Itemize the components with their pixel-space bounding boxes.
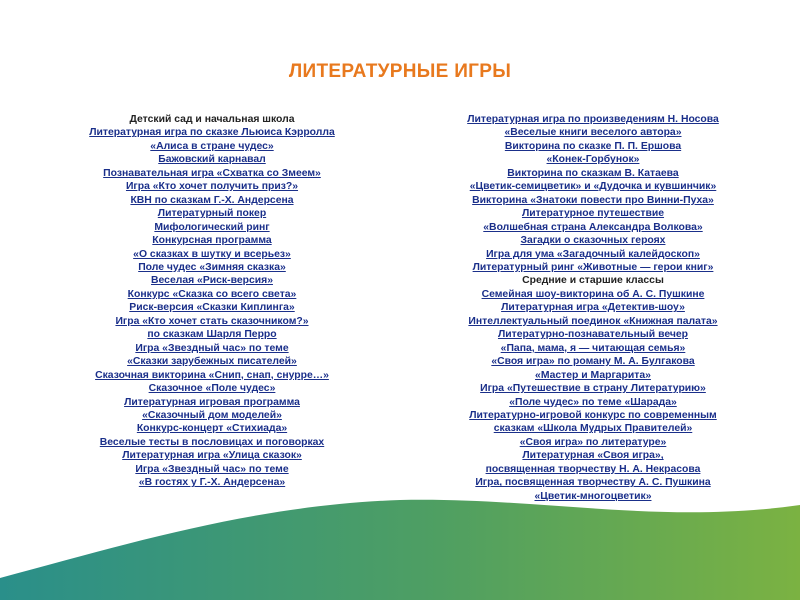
game-link[interactable]: Риск-версия «Сказки Киплинга» [129,302,295,314]
game-link[interactable]: Интеллектуальный поединок «Книжная палата» [468,315,718,327]
game-link[interactable]: Мифологический ринг [154,221,270,233]
game-link[interactable]: Веселая «Риск-версия» [151,275,273,287]
game-link[interactable]: Игра, посвященная творчеству А. С. Пушкина [475,477,711,489]
game-link[interactable]: Бажовский карнавал [158,154,266,166]
section-heading: Детский сад и начальная школа [129,114,295,125]
game-link[interactable]: «Цветик-семицветик» и «Дудочка и кувшинчик» [469,181,717,193]
game-link[interactable]: «Сказки зарубежных писателей» [127,356,297,368]
game-link[interactable]: «Своя игра» по литературе» [519,436,667,448]
game-link[interactable]: Литературная игра по произведениям Н. Носова [467,114,719,125]
game-link[interactable]: «Алиса в стране чудес» [150,140,274,152]
game-link[interactable]: Викторина «Знатоки повести про Винни-Пуха» [472,194,714,206]
game-link[interactable]: Викторина по сказкам В. Катаева [507,167,679,179]
game-link[interactable]: Литературная игровая программа [124,396,300,408]
game-link[interactable]: Литературно-познавательный вечер [497,329,689,341]
game-link[interactable]: «Цветик-многоцветик» [534,490,652,502]
game-link[interactable]: Сказочная викторина «Снип, снап, снурре…» [95,369,329,381]
game-link[interactable]: Конкурс-концерт «Стихиада» [136,423,288,435]
game-link[interactable]: Сказочное «Поле чудес» [148,383,276,395]
game-link[interactable]: «В гостях у Г.-Х. Андерсена» [138,477,286,489]
game-link[interactable]: «Своя игра» по роману М. А. Булгакова [491,356,695,368]
game-link[interactable]: Литературная «Своя игра», [522,450,664,462]
game-link[interactable]: сказкам «Школа Мудрых Правителей» [493,423,693,435]
left-column [32,113,392,490]
game-link[interactable]: Конкурс «Сказка со всего света» [127,288,297,300]
game-link[interactable]: «Волшебная страна Александра Волкова» [483,221,703,233]
game-link[interactable]: Игра для ума «Загадочный калейдоскоп» [486,248,700,260]
game-link[interactable]: Литературно-игровой конкурс по современным [469,409,717,421]
game-link[interactable]: Игра «Звездный час» по теме [135,342,289,354]
game-link[interactable]: Веселые тесты в пословицах и поговорках [99,436,325,448]
game-link[interactable]: Литературное путешествие [521,208,665,220]
game-link[interactable]: Литературная игра «Улица сказок» [122,450,302,462]
game-link[interactable]: «Сказочный дом моделей» [142,409,282,421]
game-link[interactable]: Литературная игра «Детектив-шоу» [501,302,685,314]
game-link[interactable]: Игра «Кто хочет получить приз?» [125,181,299,193]
game-link[interactable]: «Веселые книги веселого автора» [504,127,682,139]
game-link[interactable]: посвященная творчеству Н. А. Некрасова [485,463,701,475]
game-link[interactable]: Семейная шоу-викторина об А. С. Пушкине [481,288,705,300]
game-link[interactable]: по сказкам Шарля Перро [147,329,277,341]
game-link[interactable]: Познавательная игра «Схватка со Змеем» [103,167,321,179]
game-link[interactable]: Загадки о сказочных героях [520,235,666,247]
game-link[interactable]: «О сказках в шутку и всерьез» [133,248,291,260]
game-link[interactable]: Литературный ринг «Животные — герои книг» [472,261,714,273]
game-link[interactable]: Конкурсная программа [152,235,272,247]
game-link[interactable]: Викторина по сказке П. П. Ершова [504,140,682,152]
game-link[interactable]: КВН по сказкам Г.-Х. Андерсена [130,194,294,206]
game-link[interactable]: Поле чудес «Зимняя сказка» [138,261,286,273]
game-link[interactable]: «Мастер и Маргарита» [535,369,651,381]
game-link[interactable]: «Конек-Горбунок» [546,154,640,166]
game-link[interactable]: Литературная игра по сказке Льюиса Кэрролла [89,127,335,139]
game-link[interactable]: «Папа, мама, я — читающая семья» [500,342,686,354]
game-link[interactable]: Игра «Путешествие в страну Литературию» [480,383,706,395]
page-title: ЛИТЕРАТУРНЫЕ ИГРЫ [288,61,512,82]
wave-shape [0,500,800,600]
game-link[interactable]: Игра «Кто хочет стать сказочником?» [115,315,309,327]
right-column [413,113,773,503]
game-link[interactable]: «Поле чудес» по теме «Шарада» [509,396,677,408]
game-link[interactable]: Игра «Звездный час» по теме [135,463,289,475]
game-link[interactable]: Литературный покер [157,208,267,220]
section-heading: Средние и старшие классы [522,275,664,287]
